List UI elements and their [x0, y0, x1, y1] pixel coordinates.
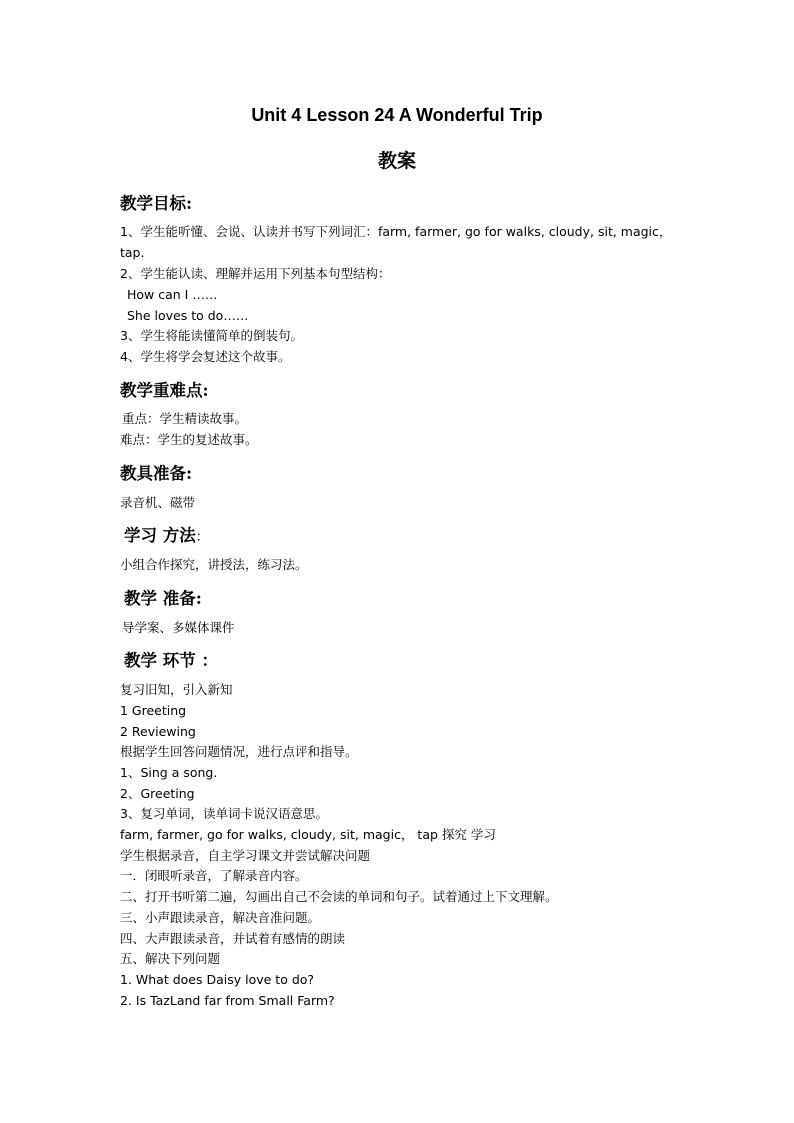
procedure-line-9: 学生根据录音，自主学习课文并尝试解决问题 [120, 848, 371, 863]
heading-methods [124, 522, 209, 546]
objective-line-2: tap. [120, 245, 145, 260]
document-subtitle: 教案 [377, 150, 416, 172]
procedure-line-12: 三、小声跟读录音，解决音准问题。 [120, 910, 321, 925]
procedure-line-7: 3、复习单词，读单词卡说汉语意思。 [120, 806, 328, 821]
heading-procedure: 教学 环节 ： [124, 651, 218, 670]
procedure-line-8: farm, farmer, go for walks, cloudy, sit, magic， tap 探究 学习 [120, 827, 496, 842]
procedure-line-14: 五、解决下列问题 [120, 951, 221, 966]
objective-line-5: She loves to do…… [127, 308, 249, 323]
preparation-line-1: 导学案、多媒体课件 [122, 620, 235, 635]
objective-line-1: 1、学生能听懂、会说、认读并书写下列词汇：farm, farmer, go for walks, cloudy, sit, magic， [120, 224, 672, 239]
procedure-line-6: 2、Greeting [120, 786, 195, 801]
heading-key-points: 教学重难点: [120, 381, 209, 400]
heading-preparation: 教学 准备: [124, 589, 202, 608]
objective-line-6: 3、学生将能读懂简单的倒装句。 [120, 328, 303, 343]
procedure-line-11: 二、打开书听第二遍，勾画出自己不会读的单词和句子。试着通过上下文理解。 [120, 889, 558, 904]
procedure-line-10: 一．闭眼听录音，了解录音内容。 [120, 868, 308, 883]
heading-tools: 教具准备: [120, 464, 193, 483]
tools-line-1: 录音机、磁带 [120, 495, 196, 510]
procedure-line-15: 1. What does Daisy love to do? [120, 972, 315, 987]
objective-line-3: 2、学生能认读、理解并运用下列基本句型结构： [120, 266, 391, 281]
procedure-line-1: 复习旧知，引入新知 [120, 682, 233, 697]
objective-line-4: How can I …… [127, 287, 218, 302]
heading-objectives: 教学目标: [120, 194, 193, 213]
heading-methods-colon: ： [195, 530, 209, 545]
heading-methods-text: 学习 方法 [124, 526, 196, 545]
document-title: Unit 4 Lesson 24 A Wonderful Trip [251, 105, 543, 125]
procedure-line-13: 四、大声跟读录音，并试着有感情的朗读 [120, 931, 346, 946]
procedure-line-5: 1、Sing a song. [120, 765, 218, 780]
objective-line-7: 4、学生将学会复述这个故事。 [120, 349, 291, 364]
key-point-line-1: 重点：学生精读故事。 [122, 411, 248, 426]
procedure-line-2: 1 Greeting [120, 703, 187, 718]
procedure-line-4: 根据学生回答问题情况，进行点评和指导。 [120, 744, 358, 759]
key-point-line-2: 难点：学生的复述故事。 [120, 432, 258, 447]
procedure-line-3: 2 Reviewing [120, 724, 196, 739]
methods-line-1: 小组合作探究，讲授法，练习法。 [120, 557, 308, 572]
procedure-line-16: 2. Is TazLand far from Small Farm? [120, 993, 335, 1008]
